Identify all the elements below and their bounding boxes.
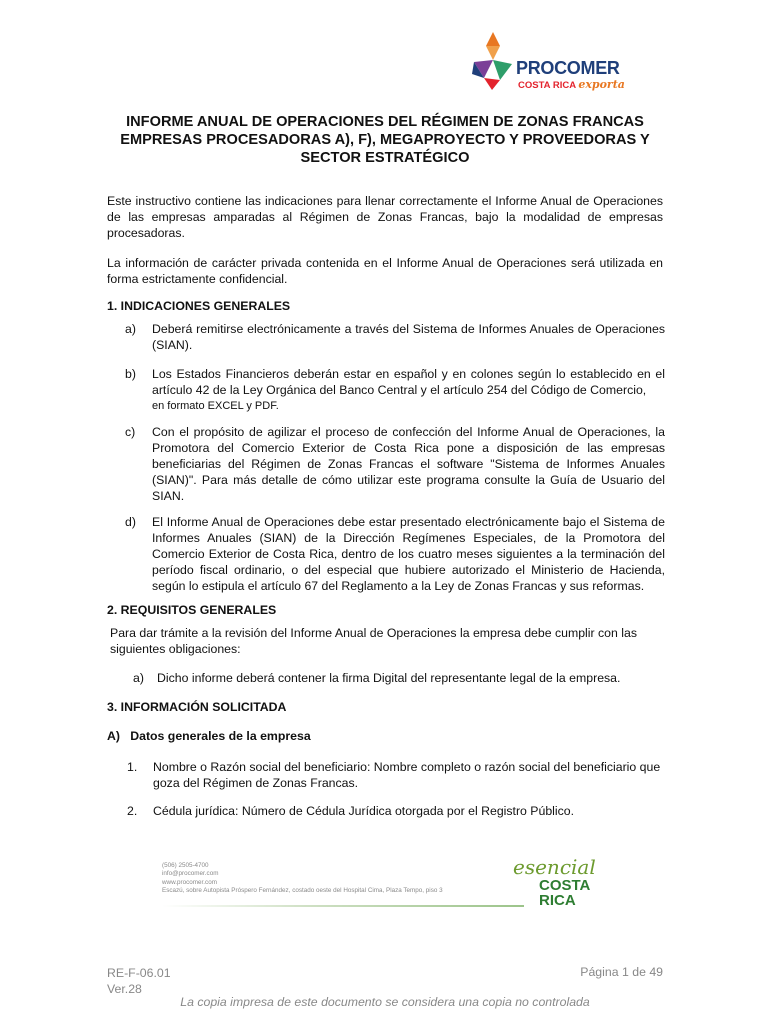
list-item-label: 2. — [127, 804, 138, 818]
list-item-label: c) — [125, 425, 136, 439]
list-item-text: Cédula jurídica: Número de Cédula Jurídica otorgada por el Registro Público. — [153, 804, 575, 818]
footer-divider — [162, 905, 524, 907]
list-item — [125, 514, 665, 594]
section-1-heading: 1. INDICACIONES GENERALES — [107, 299, 291, 313]
section-3-heading: 3. INFORMACIÓN SOLICITADA — [107, 700, 287, 714]
list-item-text: Nombre o Razón social del beneficiario: Nombre completo o razón social del beneficiario que goza del Régimen de Zonas Francas. — [153, 760, 661, 790]
esencial-costa-rica-logo — [505, 855, 615, 915]
page-number: Página 1 de 49 — [580, 965, 663, 979]
footer-address: Escazú, sobre Autopista Próspero Fernández, costado oeste del Hospital Cima, Plaza Tempo, piso 3 — [162, 886, 443, 894]
section-2-text: Para dar trámite a la revisión del Informe Anual de Operaciones la empresa debe cumplir con las siguientes obligaciones: — [110, 626, 637, 656]
footer-phone: (506) 2505-4700 — [162, 862, 209, 869]
list-item — [125, 321, 665, 353]
logo-subtitle — [518, 78, 625, 91]
list-item-label: a) — [125, 322, 136, 336]
list-item-text: Con el propósito de agilizar el proceso de confección del Informe Anual de Operaciones, la Promotora del Comercio Exterior de Costa Rica pone a disposición de las empresas beneficiarias del Régimen de Zonas Francas el software "Sistema de Informes Anuales (SIAN)". Para más detalle de cómo utilizar este programa consulte la Guía de Usuario del SIAN. — [152, 425, 665, 503]
procomer-mark-icon — [470, 30, 516, 92]
list-item-note: en formato EXCEL y PDF. — [152, 400, 279, 412]
section-3-subheading: A) Datos generales de la empresa — [107, 729, 311, 743]
logo-subtitle-exporta: exporta — [578, 78, 625, 91]
logo-subtitle-country: COSTA RICA — [518, 80, 576, 91]
list-item-text: Deberá remitirse electrónicamente a través del Sistema de Informes Anuales de Operaciones (SIAN). — [152, 322, 665, 352]
footer-website: www.procomer.com — [162, 878, 217, 886]
list-item-text: Los Estados Financieros deberán estar en español y en colones según lo establecido en el artículo 42 de la Ley Orgánica del Banco Central y el artículo 254 del Código de Comercio, — [152, 367, 665, 397]
procomer-logo — [470, 30, 625, 92]
esencial-line-1: COSTA — [539, 877, 591, 894]
document-code — [107, 965, 171, 997]
logo-wordmark: PROCOMER — [516, 58, 620, 78]
document-title — [100, 113, 670, 167]
intro-paragraph-2: La información de carácter privada contenida en el Informe Anual de Operaciones será utilizada en forma estrictamente confidencial. — [107, 256, 663, 286]
footer-contact — [162, 862, 443, 895]
esencial-line-2: RICA — [539, 892, 576, 909]
list-item — [127, 759, 665, 791]
section-2-heading: 2. REQUISITOS GENERALES — [107, 603, 277, 617]
list-item — [133, 670, 663, 686]
list-item-label: a) — [133, 671, 144, 685]
title-line-1: INFORME ANUAL DE OPERACIONES DEL RÉGIMEN DE ZONAS FRANCAS — [126, 114, 644, 130]
document-version: Ver.28 — [107, 982, 142, 996]
document-code-text: RE-F-06.01 — [107, 966, 171, 980]
title-line-2: EMPRESAS PROCESADORAS A), F), MEGAPROYECTO Y PROVEEDORAS Y — [120, 132, 650, 148]
footer-email: info@procomer.com — [162, 870, 219, 878]
list-item — [127, 803, 665, 819]
list-item — [125, 424, 665, 504]
list-item-label: 1. — [127, 760, 138, 774]
list-item — [125, 366, 665, 414]
list-item-label: d) — [125, 515, 136, 529]
list-item-label: b) — [125, 367, 136, 381]
intro-paragraph-1: Este instructivo contiene las indicaciones para llenar correctamente el Informe Anual de Operaciones de las empresas amparadas al Régimen de Zonas Francas, bajo la modalidad de empresas procesadoras. — [107, 194, 663, 240]
title-line-3: SECTOR ESTRATÉGICO — [300, 150, 470, 166]
esencial-costa-rica — [539, 878, 590, 908]
list-item-text: Dicho informe deberá contener la firma Digital del representante legal de la empresa. — [157, 671, 621, 685]
list-item-text: El Informe Anual de Operaciones debe estar presentado electrónicamente bajo el Sistema de Informes Anuales (SIAN) de la Dirección Regímenes Especiales, de la Promotora del Comercio Exterior de Costa Rica, dentro de los cuatro meses siguientes a la terminación del período fiscal ordinario, o del especial que hubiere autorizado el Ministerio de Hacienda, según lo estipula el artículo 67 del Reglamento a la Ley de Zonas Francas y sus reformas. — [152, 515, 665, 593]
esencial-word: esencial — [513, 855, 596, 879]
copy-disclaimer: La copia impresa de este documento se considera una copia no controlada — [180, 995, 590, 1009]
